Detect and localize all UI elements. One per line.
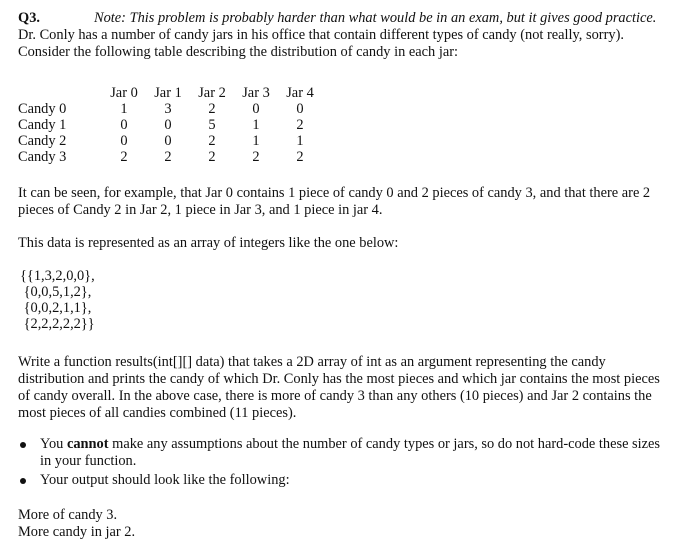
table-row bbox=[18, 101, 322, 117]
task-line-3: of candy overall. In the above case, there is more of candy 3 than any others (10 pieces) and Jar 2 contains the bbox=[18, 388, 652, 404]
code-line: {0,0,2,1,1}, bbox=[20, 300, 92, 316]
explanation-line-1: It can be seen, for example, that Jar 0 contains 1 piece of candy 0 and 2 pieces of candy 3, and that there are 2 bbox=[18, 185, 651, 201]
column-header-jar-2: Jar 2 bbox=[198, 85, 226, 101]
column-header-jar-4: Jar 4 bbox=[286, 85, 314, 101]
table-cell: 0 bbox=[120, 133, 128, 149]
task-line-2: distribution and prints the candy of which Dr. Conly has the most pieces and which jar contains the most pieces bbox=[18, 371, 660, 387]
task-line-1: Write a function results(int[][] data) that takes a 2D array of int as an argument representing the candy bbox=[18, 354, 606, 370]
column-header-jar-3: Jar 3 bbox=[242, 85, 270, 101]
code-line: {2,2,2,2,2}} bbox=[20, 316, 95, 332]
bullet-1-line-2: in your function. bbox=[40, 453, 137, 469]
table-cell: 0 bbox=[252, 101, 260, 117]
intro-line-1: Dr. Conly has a number of candy jars in his office that contain different types of candy (not really, sorry). bbox=[18, 27, 624, 43]
table-cell: 2 bbox=[208, 101, 216, 117]
row-label-candy-2: Candy 2 bbox=[18, 133, 67, 149]
table-cell: 0 bbox=[164, 117, 172, 133]
sample-output bbox=[18, 507, 686, 541]
code-line: {0,0,5,1,2}, bbox=[20, 284, 92, 300]
output-line-2: More candy in jar 2. bbox=[18, 524, 136, 540]
row-label-candy-3: Candy 3 bbox=[18, 149, 67, 165]
table-cell: 2 bbox=[164, 149, 172, 165]
bullet-icon bbox=[20, 442, 26, 448]
table-cell: 3 bbox=[164, 101, 172, 117]
table-corner bbox=[18, 85, 102, 101]
column-header-jar-1: Jar 1 bbox=[154, 85, 182, 101]
question-number: Q3. bbox=[18, 10, 40, 26]
table-cell: 2 bbox=[296, 117, 304, 133]
table-cell: 1 bbox=[120, 101, 128, 117]
row-label-candy-1: Candy 1 bbox=[18, 117, 67, 133]
output-line-1: More of candy 3. bbox=[18, 507, 118, 523]
table-header-row bbox=[18, 85, 322, 101]
table-cell: 0 bbox=[120, 117, 128, 133]
table-cell: 2 bbox=[208, 133, 216, 149]
table-cell: 1 bbox=[252, 117, 260, 133]
question-document bbox=[18, 10, 686, 541]
bullet-2-text: Your output should look like the following: bbox=[40, 472, 290, 488]
table-row bbox=[18, 133, 322, 149]
table-cell: 2 bbox=[120, 149, 128, 165]
representation-text: This data is represented as an array of integers like the one below: bbox=[18, 235, 399, 251]
table-cell: 1 bbox=[296, 133, 304, 149]
question-heading bbox=[18, 10, 686, 27]
code-block bbox=[20, 268, 686, 332]
explanation-line-2: pieces of Candy 2 in Jar 2, 1 piece in Jar 3, and 1 piece in jar 4. bbox=[18, 202, 383, 218]
bullet-icon bbox=[20, 478, 26, 484]
table-cell: 2 bbox=[208, 149, 216, 165]
explanation-paragraph bbox=[18, 185, 686, 219]
table-cell: 0 bbox=[164, 133, 172, 149]
task-paragraph bbox=[18, 354, 686, 422]
table-cell: 0 bbox=[296, 101, 304, 117]
code-line: {{1,3,2,0,0}, bbox=[20, 268, 95, 284]
table-cell: 2 bbox=[252, 149, 260, 165]
list-item bbox=[40, 472, 686, 489]
intro-line-2: Consider the following table describing the distribution of candy in each jar: bbox=[18, 44, 459, 60]
table-cell: 1 bbox=[252, 133, 260, 149]
table-cell: 5 bbox=[208, 117, 216, 133]
question-note: Note: This problem is probably harder than what would be in an exam, but it gives good practice. bbox=[94, 10, 657, 26]
table-row bbox=[18, 117, 322, 133]
bullet-1-emphasis: cannot bbox=[66, 436, 109, 452]
table-cell: 2 bbox=[296, 149, 304, 165]
task-line-4: most pieces of all candies combined (11 pieces). bbox=[18, 405, 297, 421]
row-label-candy-0: Candy 0 bbox=[18, 101, 67, 117]
list-item bbox=[40, 436, 686, 470]
bullet-1-pre: You bbox=[40, 436, 67, 452]
requirements-list bbox=[18, 436, 686, 489]
column-header-jar-0: Jar 0 bbox=[110, 85, 138, 101]
table-row bbox=[18, 149, 322, 165]
candy-table bbox=[18, 85, 322, 165]
bullet-1-post: make any assumptions about the number of candy types or jars, so do not hard-code these sizes bbox=[108, 436, 661, 452]
